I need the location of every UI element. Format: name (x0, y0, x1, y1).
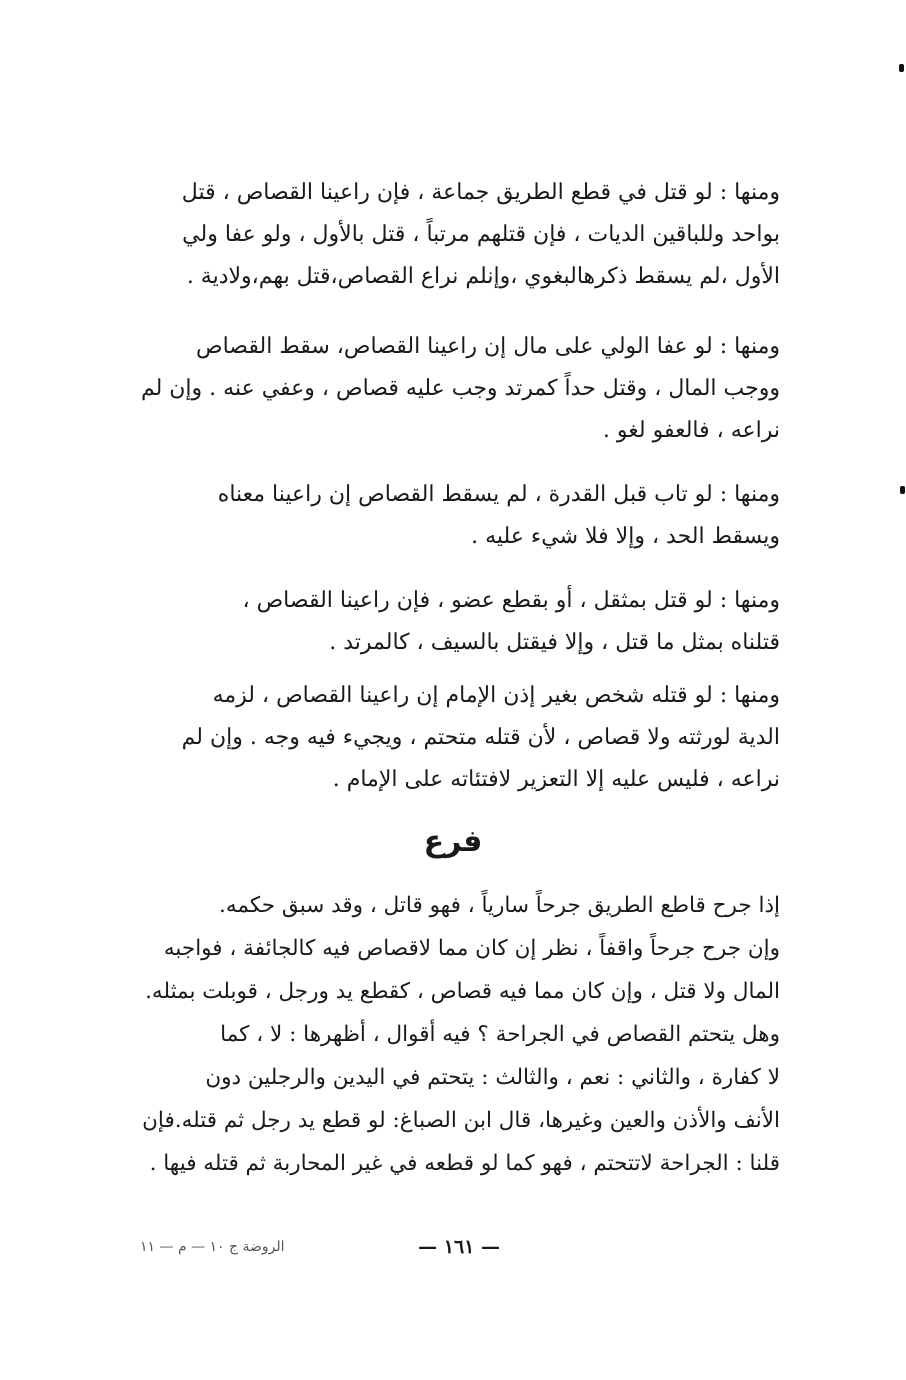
margin-mark (899, 64, 904, 72)
paragraph (128, 580, 780, 664)
paragraph (128, 675, 780, 801)
signature-mark: الروضة ج ١٠ — م — ١١ (140, 1239, 285, 1255)
text-line: ووجب المال ، وقتل حداً كمرتد وجب عليه قصاص ، وعفي عنه . وإن لم (140, 376, 780, 401)
text-line: إذا جرح قاطع الطريق جرحاً سارياً ، فهو قاتل ، وقد سبق حكمه. (219, 893, 780, 918)
text-line: ومنها : لو قتله شخص بغير إذن الإمام إن راعينا القصاص ، لزمه (212, 683, 780, 708)
text-line: وهل يتحتم القصاص في الجراحة ؟ فيه أقوال ، أظهرها : لا ، كما (220, 1022, 780, 1047)
section-heading: فرع (423, 824, 483, 859)
page-number: — ١٦١ — (418, 1236, 500, 1258)
margin-mark (900, 486, 905, 494)
text-line: ومنها : لو قتل في قطع الطريق جماعة ، فإن راعينا القصاص ، قتل (181, 180, 780, 205)
text-line: الأول ،لم يسقط ذكرهالبغوي ،وإنلم نراع القصاص،قتل بهم،ولادية . (186, 264, 780, 289)
text-line: المال ولا قتل ، وإن كان مما فيه قصاص ، كقطع يد ورجل ، قوبلت بمثله. (145, 979, 780, 1004)
text-line: الأنف والأذن والعين وغيرها، قال ابن الصباغ: لو قطع يد رجل ثم قتله.فإن (142, 1108, 780, 1133)
paragraph (128, 326, 780, 452)
text-line: لا كفارة ، والثاني : نعم ، والثالث : يتحتم في اليدين والرجلين دون (205, 1065, 780, 1090)
text-line: ومنها : لو عفا الولي على مال إن راعينا القصاص، سقط القصاص (196, 334, 780, 359)
text-line: نراعه ، فليس عليه إلا التعزير لافتئاته على الإمام . (332, 767, 780, 792)
paragraph (128, 172, 780, 298)
page-footer (140, 1232, 500, 1262)
paragraph (128, 474, 780, 558)
text-line: ومنها : لو قتل بمثقل ، أو بقطع عضو ، فإن راعينا القصاص ، (242, 588, 780, 613)
text-line: الدية لورثته ولا قصاص ، لأن قتله متحتم ، ويجيء فيه وجه . وإن لم (181, 725, 780, 750)
text-line: قتلناه بمثل ما قتل ، وإلا فيقتل بالسيف ، كالمرتد . (329, 630, 780, 655)
section-body (128, 884, 780, 1185)
text-line: قلنا : الجراحة لاتتحتم ، فهو كما لو قطعه في غير المحاربة ثم قتله فيها . (149, 1151, 780, 1176)
text-line: وإن جرح جرحاً واقفاً ، نظر إن كان مما لاقصاص فيه كالجائفة ، فواجبه (163, 936, 780, 961)
text-line: ويسقط الحد ، وإلا فلا شيء عليه . (471, 524, 780, 549)
text-line: نراعه ، فالعفو لغو . (602, 418, 780, 443)
text-line: ومنها : لو تاب قبل القدرة ، لم يسقط القصاص إن راعينا معناه (217, 482, 780, 507)
text-line: بواحد وللباقين الديات ، فإن قتلهم مرتباً ، قتل بالأول ، ولو عفا ولي (182, 222, 780, 247)
